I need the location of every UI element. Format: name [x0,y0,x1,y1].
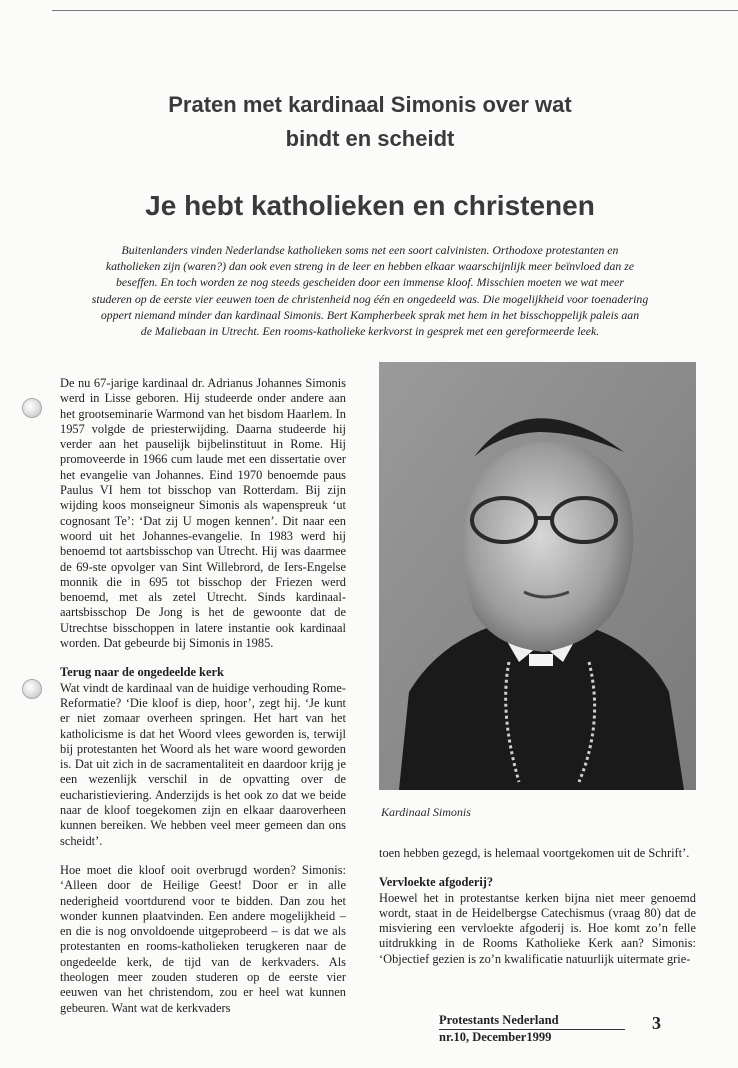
section-heading: Vervloekte afgoderij? [379,875,494,890]
article-title: Je hebt katholieken en christenen [145,190,595,221]
lead-line: oppert niemand minder dan kardinaal Simonis. Bert Kampherbeek sprak met hem in het bisschoppelijk paleis aan [100,307,640,322]
footer-issue: nr.10, December1999 [439,1030,552,1044]
section-heading: Terug naar de ongedeelde kerk [60,665,224,680]
kicker-heading [60,88,680,156]
lead-paragraph [38,242,702,339]
body-paragraph: Hoe moet die kloof ooit overbrugd worden? Simonis: ‘Alleen door de Heilige Geest! Door er in alle nederigheid voortdurend voor te bidden. Dan zou het wonder kunnen plaatvinden. Een andere mogelijkheid – en die is nog onvoldoende uitgeprobeerd – is dat we als protestanten en rooms-katholieken terugkeren naar de ongedeelde kerk, de tijd van de kerkvaders. Als theologen meer zouden studeren op de eerste vier eeuwen van het christendom, zou er heel wat kunnen gebeuren. Want wat de kerkvaders [60,862,346,1015]
photo-caption: Kardinaal Simonis [381,805,471,819]
lead-line: katholieken zijn (waren?) dan ook even streng in de leer en hebben elkaar waarschijnlijk meer beïnvloed dan ze [105,259,635,274]
lead-line: de Maliebaan in Utrecht. Een rooms-katholieke kerkvorst in gesprek met een gereformeerde leek. [140,324,600,339]
binder-hole [22,679,42,699]
kicker-line-2: bindt en scheidt [285,126,455,151]
lead-line: beseffen. En toch worden ze nog steeds gescheiden door een immense kloof. Misschien moeten we wat meer [115,275,624,290]
body-paragraph: Wat vindt de kardinaal van de huidige verhouding Rome-Reformatie? ‘Die kloof is diep, hoor’, zegt hij. ‘Je kunt er niet zomaar overheen springen. Het hart van het katholicisme is dat het Woord vlees geworden is, terwijl bij protestanten het Woord als het ware woord geworden is. Dat uit zich in de sacramentaliteit en daardoor krijg je een wezenlijk verschil in de opvatting over de eucharistieviering. Anderzijds is het ook zo dat we beide naar de kloof toegekomen zijn en elkaar daaroverheen kunnen bereiken. We hebben veel meer gemeen dan ons scheidt’. [60,680,346,848]
footer-publication: Protestants Nederland [439,1013,625,1030]
body-paragraph: Hoewel het in protestantse kerken bijna niet meer genoemd wordt, staat in de Heidelbergse Catechismus (vraag 80) dat de misviering een vervloekte afgoderij is. Hoe komt zo’n felle uitdrukking in de Rooms Katholieke Kerk aan? Simonis: ‘Objectief gezien is zo’n kwalificatie natuurlijk uitermate grie- [379,890,696,966]
lead-line: studeren op de eerste vier eeuwen toen de christenheid nog één en ongedeeld was. Die mogelijkheid voor toenadering [91,291,649,306]
page-number: 3 [652,1013,661,1033]
kicker-line-1: Praten met kardinaal Simonis over wat [168,92,572,117]
left-column [60,376,346,1016]
body-paragraph: De nu 67-jarige kardinaal dr. Adrianus Johannes Simonis werd in Lisse geboren. Hij studeerde onder andere aan het grootseminarie Warmond van het bisdom Haarlem. In 1957 volgde de priesterwijding. Daarna studeerde hij verder aan het pauselijk bijbelinstituut in Rome. Hij promoveerde in 1966 cum laude met een dissertatie over het evangelie van Johannes. Eind 1970 benoemde paus Paulus VI hem tot bisschop van Rotterdam. Bij zijn wijding koos monseigneur Simonis als wapenspreuk ‘ut cognosant Te’: ‘Dat zij U mogen kennen’. Dit naar een woord uit het Johannes-evangelie. In 1983 werd hij benoemd tot aartsbisschop van Utrecht. Hij was daarmee de 69-ste opvolger van Sint Willebrord, de Iers-Engelse monnik die in 695 tot bisschop der Friezen werd benoemd, met als zetel Utrecht. Sinds kardinaal-aartsbisschop De Jong is het de gewoonte dat de Utrechtse bisschoppen in latere instantie ook kardinaal worden. Dat gebeurde bij Simonis in 1985. [60,376,346,651]
binder-hole [22,398,42,418]
body-paragraph: toen hebben gezegd, is helemaal voortgekomen uit de Schrift’. [379,846,690,860]
right-column [379,846,696,967]
portrait-photo [379,362,696,790]
lead-line: Buitenlanders vinden Nederlandse katholieken soms net een soort calvinisten. Orthodoxe protestanten en [121,243,619,257]
top-rule [52,10,738,11]
